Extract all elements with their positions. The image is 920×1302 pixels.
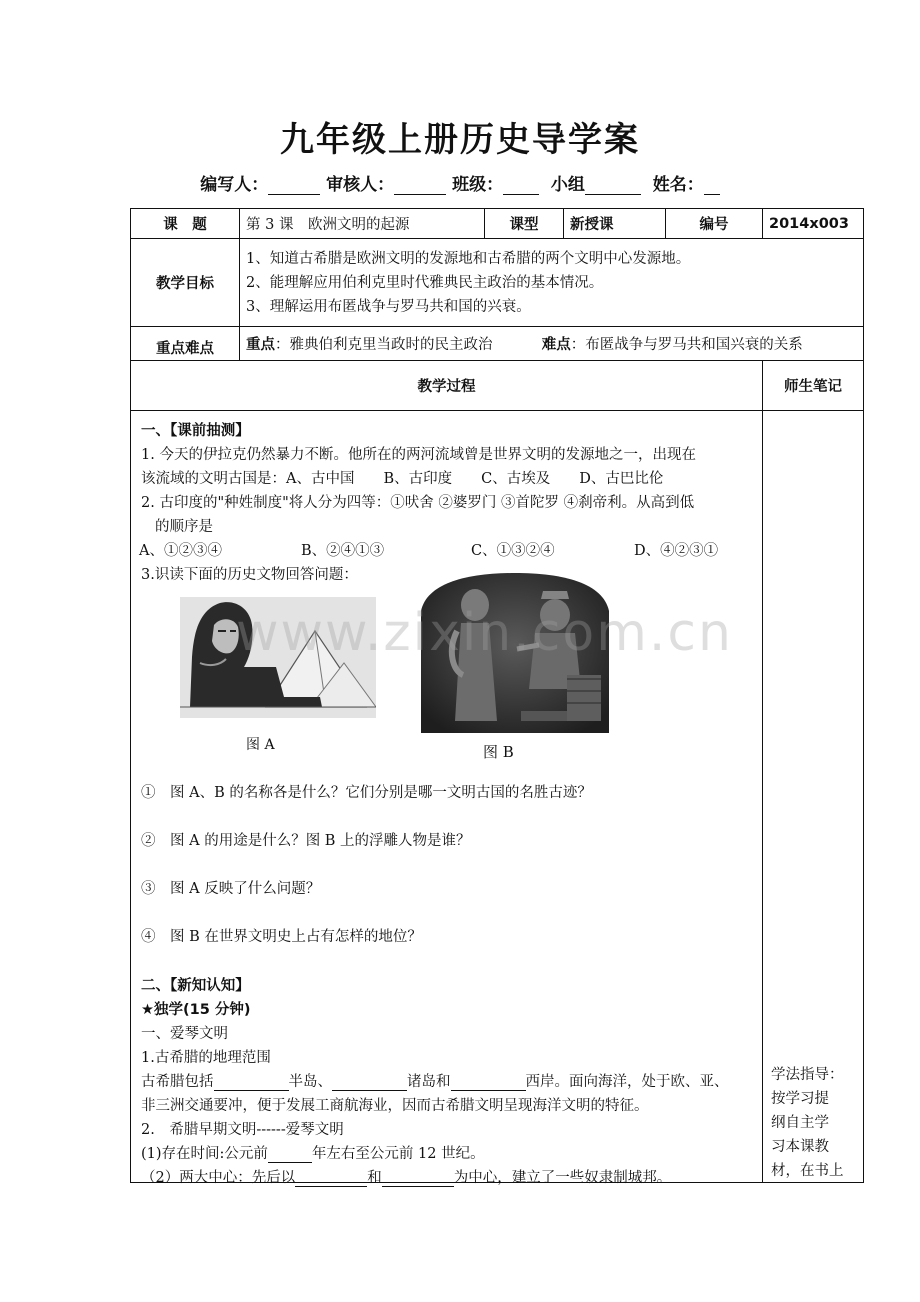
sphinx-image <box>180 597 376 718</box>
goals-list <box>240 239 864 327</box>
q2-line2: 的顺序是 <box>155 519 213 535</box>
number-value: 2014x003 <box>763 209 864 239</box>
goals-label: 教学目标 <box>131 239 240 327</box>
section1-heading: 一、【课前抽测】 <box>141 423 250 439</box>
type-value: 新授课 <box>564 209 666 239</box>
blank-center-2[interactable] <box>382 1171 454 1187</box>
q2-option-d: D、④②③① <box>634 543 719 559</box>
notes-line: 习本课教 <box>771 1139 829 1155</box>
group-label: 小组 <box>550 175 585 195</box>
process-content <box>131 411 763 1186</box>
reviewer-label: 审核人： <box>326 175 395 195</box>
item1-text: 西岸。面向海洋，处于欧、亚、 <box>525 1074 729 1090</box>
item2-text: 年左右至公元前 12 世纪。 <box>311 1146 485 1162</box>
key-point-label: 重点 <box>246 337 275 353</box>
group-blank[interactable] <box>585 178 641 195</box>
hammurabi-stele-image <box>417 571 613 733</box>
key-point-value: ：雅典伯利克里当政时的民主政治 <box>275 337 493 353</box>
reviewer-blank[interactable] <box>394 178 446 195</box>
notes-label: 师生笔记 <box>763 361 864 411</box>
name-blank[interactable] <box>704 178 720 195</box>
fig-b-caption: 图 B <box>483 743 514 761</box>
notes-column <box>763 411 864 1183</box>
notes-line: 材，在书上 <box>771 1163 844 1179</box>
q2-option-c: C、①③②④ <box>471 543 555 559</box>
info-line <box>0 170 920 195</box>
goal-item: 1、知道古希腊是欧洲文明的发源地和古希腊的两个文明中心发源地。 <box>246 250 691 267</box>
notes-line: 学法指导： <box>771 1067 844 1083</box>
q2-line1: 2. 古印度的"种姓制度"将人分为四等：①吠舍 ②婆罗门 ③首陀罗 ④刹帝利。从高到低 <box>141 495 695 511</box>
number-label: 编号 <box>666 209 763 239</box>
sub-question-4: ④ 图 B 在世界文明史上占有怎样的地位？ <box>141 929 422 945</box>
lesson-label: 课 题 <box>131 209 240 239</box>
item2-text: （2）两大中心：先后以 <box>141 1170 296 1186</box>
item1-line2: 非三洲交通要冲，便于发展工商航海业，因而古希腊文明呈现海洋文明的特征。 <box>141 1098 649 1114</box>
item2-text: 和 <box>367 1170 382 1186</box>
sub-question-1: ① 图 A、B 的名称各是什么？它们分别是哪一文明古国的名胜古迹？ <box>141 785 592 801</box>
class-blank[interactable] <box>503 178 539 195</box>
difficulty-label: 难点 <box>541 337 571 353</box>
type-label: 课型 <box>485 209 564 239</box>
q2-option-b: B、②④①③ <box>301 543 385 559</box>
blank-islands[interactable] <box>332 1075 407 1091</box>
q2-option-a: A、①②③④ <box>139 543 222 559</box>
blank-center-1[interactable] <box>295 1171 367 1187</box>
item2-text: (1)存在时间:公元前 <box>141 1146 268 1162</box>
q1-line2: 该流域的文明古国是：A、古中国 B、古印度 C、古埃及 D、古巴比伦 <box>141 471 664 487</box>
blank-peninsula[interactable] <box>214 1075 289 1091</box>
goal-item: 2、能理解应用伯利克里时代雅典民主政治的基本情况。 <box>246 274 604 291</box>
page-title: 九年级上册历史导学案 <box>280 120 640 160</box>
item1-line1 <box>141 1070 729 1091</box>
writer-label: 编写人： <box>200 175 269 195</box>
part1-heading: 一、爱琴文明 <box>141 1026 228 1042</box>
fig-a-caption: 图 A <box>246 737 275 753</box>
self-study-heading: ★独学(15 分钟) <box>141 1002 251 1018</box>
blank-year[interactable] <box>268 1147 312 1163</box>
lesson-table <box>130 208 864 1186</box>
notes-line: 纲自主学 <box>771 1115 829 1131</box>
item1-text: 半岛、 <box>288 1074 332 1090</box>
lesson-value: 第 3 课 欧洲文明的起源 <box>240 209 485 239</box>
difficulty-value: ：布匿战争与罗马共和国兴衰的关系 <box>570 337 803 353</box>
item2-1 <box>141 1142 485 1163</box>
item2-2 <box>141 1166 671 1187</box>
name-label: 姓名： <box>652 175 704 195</box>
section2-heading: 二、【新知认知】 <box>141 978 250 994</box>
watermark: www.zixin.com.cn <box>236 603 733 663</box>
item2-text: 为中心，建立了一些奴隶制城邦。 <box>453 1170 672 1186</box>
goal-item: 3、理解运用布匿战争与罗马共和国的兴衰。 <box>246 298 531 315</box>
key-difficulty <box>240 327 864 361</box>
key-label: 重点难点 <box>131 327 240 361</box>
sub-question-3: ③ 图 A 反映了什么问题？ <box>141 881 321 897</box>
process-label: 教学过程 <box>131 361 763 411</box>
item1-text: 古希腊包括 <box>141 1074 214 1090</box>
sub-question-2: ② 图 A 的用途是什么？图 B 上的浮雕人物是谁？ <box>141 833 471 849</box>
item1-heading: 1.古希腊的地理范围 <box>141 1050 271 1066</box>
item1-text: 诸岛和 <box>407 1074 451 1090</box>
q1-line1: 1. 今天的伊拉克仍然暴力不断。他所在的两河流域曾是世界文明的发源地之一，出现在 <box>141 447 696 463</box>
item2-heading: 2. 希腊早期文明------爱琴文明 <box>141 1122 344 1138</box>
class-label: 班级： <box>452 175 504 195</box>
writer-blank[interactable] <box>268 178 320 195</box>
q3-line: 3.识读下面的历史文物回答问题： <box>141 567 358 583</box>
notes-line: 按学习提 <box>771 1091 829 1107</box>
blank-west-coast[interactable] <box>451 1075 526 1091</box>
